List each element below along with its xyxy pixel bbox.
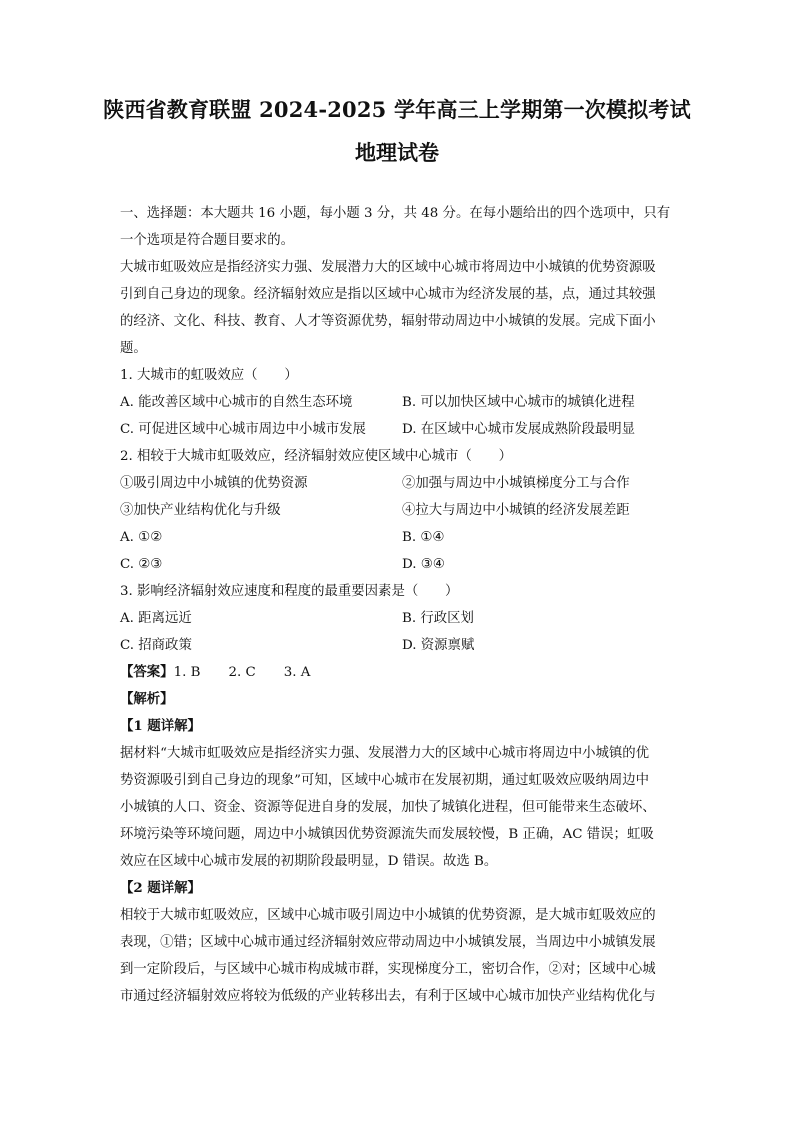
detail-1-line: 势资源吸引到自己身边的现象”可知，区域中心城市在发展初期，通过虹吸效应吸纳周边中 bbox=[120, 773, 650, 788]
question-3-options-row bbox=[120, 605, 676, 632]
question-2-options-row bbox=[120, 524, 676, 551]
q2-option-b: B. ①④ bbox=[402, 530, 445, 545]
answer-line bbox=[120, 659, 676, 686]
q2-option-c: C. ②③ bbox=[120, 557, 163, 572]
q1-option-a: A. 能改善区域中心城市的自然生态环境 bbox=[120, 395, 353, 410]
detail-1-line: 环境污染等环境问题，周边中小城镇因优势资源流失而发展较慢，B 正确，AC 错误；虹吸 bbox=[120, 827, 654, 842]
detail-2-line: 市通过经济辐射效应将较为低级的产业转移出去，有利于区域中心城市加快产业结构优化与 bbox=[120, 989, 656, 1004]
detail-2-line: 表现，①错；区域中心城市通过经济辐射效应带动周边中小城镇发展，当周边中小城镇发展 bbox=[120, 935, 656, 950]
question-2-stem: 2. 相较于大城市虹吸效应，经济辐射效应使区域中心城市（ ） bbox=[120, 449, 512, 464]
q1-option-d: D. 在区域中心城市发展成熟阶段最明显 bbox=[402, 422, 636, 437]
question-1-options-row bbox=[120, 389, 676, 416]
answer-2: 2. C bbox=[228, 665, 256, 680]
q2-option-d: D. ③④ bbox=[402, 557, 445, 572]
material-line: 大城市虹吸效应是指经济实力强、发展潜力大的区域中心城市将周边中小城镇的优势资源吸 bbox=[120, 260, 656, 275]
answer-3: 3. A bbox=[283, 665, 311, 680]
q2-statement-1: ①吸引周边中小城镇的优势资源 bbox=[120, 476, 308, 491]
instruction-line: 一个选项是符合题目要求的。 bbox=[120, 233, 295, 248]
detail-1-line: 据材料“大城市虹吸效应是指经济实力强、发展潜力大的区域中心城市将周边中小城镇的优 bbox=[120, 746, 650, 761]
detail-1-label: 【1 题详解】 bbox=[120, 718, 201, 734]
detail-2-line: 到一定阶段后，与区域中心城市构成城市群，实现梯度分工，密切合作，②对；区域中心城 bbox=[120, 962, 656, 977]
detail-1-line: 小城镇的人口、资金、资源等促进自身的发展，加快了城镇化进程，但可能带来生态破坏、 bbox=[120, 800, 656, 815]
q1-option-c: C. 可促进区域中心城市周边中小城市发展 bbox=[120, 422, 366, 437]
q3-option-d: D. 资源禀赋 bbox=[402, 638, 475, 653]
material-line: 引到自己身边的现象。经济辐射效应是指以区域中心城市为经济发展的基，点，通过其较强 bbox=[120, 287, 656, 302]
q3-option-c: C. 招商政策 bbox=[120, 638, 192, 653]
q1-option-b: B. 可以加快区域中心城市的城镇化进程 bbox=[402, 395, 635, 410]
q3-option-a: A. 距离远近 bbox=[120, 611, 192, 626]
question-3-stem: 3. 影响经济辐射效应速度和程度的最重要因素是（ ） bbox=[120, 584, 459, 599]
detail-2-label: 【2 题详解】 bbox=[120, 880, 201, 896]
material-line: 的经济、文化、科技、教育、人才等资源优势，辐射带动周边中小城镇的发展。完成下面小 bbox=[120, 314, 656, 329]
q3-option-b: B. 行政区划 bbox=[402, 611, 474, 626]
analysis-label: 【解析】 bbox=[120, 691, 174, 707]
exam-title: 陕西省教育联盟 2024-2025 学年高三上学期第一次模拟考试 bbox=[103, 97, 691, 122]
exam-subtitle: 地理试卷 bbox=[355, 140, 439, 165]
material-line: 题。 bbox=[120, 341, 147, 356]
detail-1-line: 效应在区域中心城市发展的初期阶段最明显，D 错误。故选 B。 bbox=[120, 854, 498, 869]
q2-statement-4: ④拉大与周边中小城镇的经济发展差距 bbox=[402, 503, 630, 518]
question-1-options-row bbox=[120, 416, 676, 443]
question-3-options-row bbox=[120, 632, 676, 659]
question-1-stem: 1. 大城市的虹吸效应（ ） bbox=[120, 368, 298, 383]
instruction-line: 一、选择题：本大题共 16 小题，每小题 3 分，共 48 分。在每小题给出的四个选项中，只有 bbox=[120, 206, 671, 221]
q2-option-a: A. ①② bbox=[120, 530, 163, 545]
document-body bbox=[120, 200, 676, 1010]
answer-label: 【答案】 bbox=[120, 664, 174, 680]
question-2-statements-row bbox=[120, 470, 676, 497]
q2-statement-3: ③加快产业结构优化与升级 bbox=[120, 503, 281, 518]
question-2-statements-row bbox=[120, 497, 676, 524]
q2-statement-2: ②加强与周边中小城镇梯度分工与合作 bbox=[402, 476, 630, 491]
detail-2-line: 相较于大城市虹吸效应，区域中心城市吸引周边中小城镇的优势资源，是大城市虹吸效应的 bbox=[120, 908, 656, 923]
answer-1: 1. B bbox=[173, 665, 201, 680]
question-2-options-row bbox=[120, 551, 676, 578]
